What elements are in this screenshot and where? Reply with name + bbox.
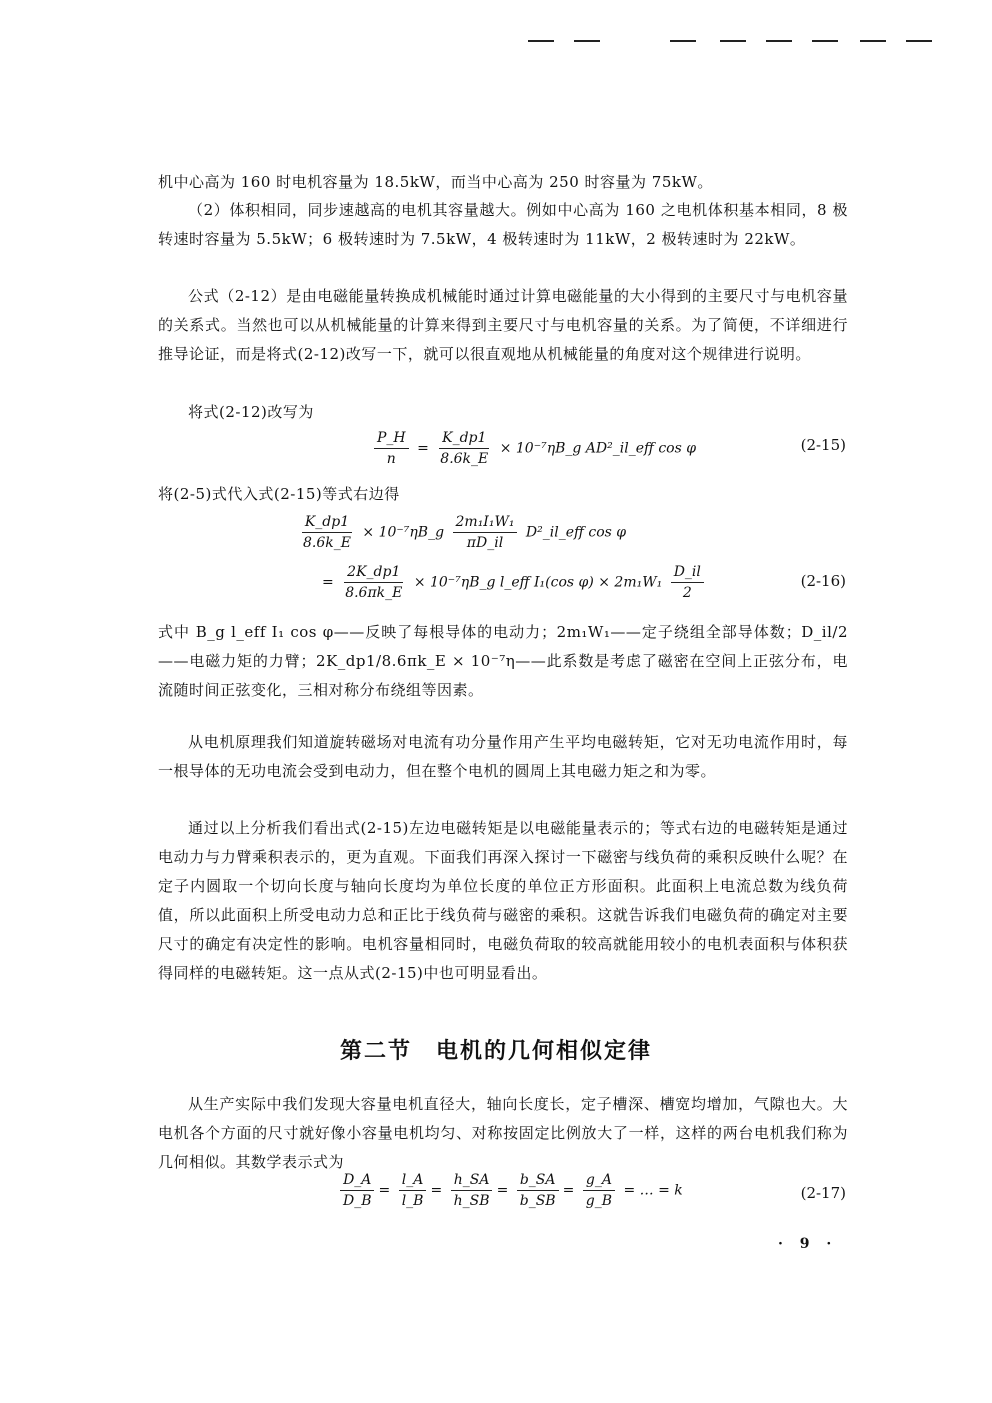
paragraph-1: 机中心高为 160 时电机容量为 18.5kW，而当中心高为 250 时容量为 75kW。 <box>158 173 713 191</box>
paragraph-7: 从电机原理我们知道旋转磁场对电流有功分量作用产生平均电磁转矩，它对无功电流作用时，每一根导体的无功电流会受到电动力，但在整个电机的圆周上其电磁力矩之和为零。 <box>158 733 848 780</box>
equation-2-15: $\frac{P\_H}{n}$ = $\frac{K\_dp1}{8.6k\_E}$ × 10⁻⁷ηB_g AD²_il_eff cos φ <box>370 428 696 469</box>
equation-number-2-16: (2-16) <box>800 572 846 590</box>
eq17-f1-numerator: D_A <box>340 1170 374 1191</box>
eq16-a-end: D²_il_eff cos φ <box>525 524 627 541</box>
eq17-f4-numerator: b_SA <box>517 1170 559 1191</box>
eq15-frac-numerator: K_dp1 <box>439 428 489 449</box>
eq17-f5-denominator: g_B <box>585 1193 613 1209</box>
section-heading: 第二节 电机的几何相似定律 <box>339 1039 652 1064</box>
eq17-f3-denominator: h_SB <box>453 1193 490 1209</box>
eq17-f5-numerator: g_A <box>583 1170 615 1191</box>
equation-number-2-15: (2-15) <box>800 436 846 454</box>
eq15-frac-denominator: 8.6k_E <box>440 451 489 467</box>
eq17-f1-denominator: D_B <box>343 1193 372 1209</box>
equation-2-16-line1 <box>296 512 626 553</box>
paragraph-4: 将式(2-12)改写为 <box>188 403 314 421</box>
paragraph-3: 公式（2-12）是由电磁能量转换成机械能时通过计算电磁能量的大小得到的主要尺寸与电机容量的关系式。当然也可以从机械能量的计算来得到主要尺寸与电机容量的关系。为了简便，不详细进行推导论证，而是将式(2-12)改写一下，就可以很直观地从机械能量的角度对这个规律进行说明。 <box>158 287 848 363</box>
header-rule-marks <box>520 40 980 44</box>
eq16-a-denominator: 8.6k_E <box>303 535 351 551</box>
eq16-c-numerator: 2K_dp1 <box>344 562 403 583</box>
eq15-lhs-numerator: P_H <box>374 428 409 449</box>
eq17-f2-denominator: l_B <box>401 1193 424 1209</box>
paragraph-8: 通过以上分析我们看出式(2-15)左边电磁转矩是以电磁能量表示的；等式右边的电磁转矩是通过电动力与力臂乘积表示的，更为直观。下面我们再深入探讨一下磁密与线负荷的乘积反映什么呢？在定子内圆取一个切向长度与轴向长度均为单位长度的单位正方形面积。此面积上电流总数为线负荷值，所以此面积上所受电动力总和正比于线负荷与磁密的乘积。这就告诉我们电磁负荷的确定对主要尺寸的确定有决定性的影响。电机容量相同时，电磁负荷取的较高就能用较小的电机表面积与体积获得同样的电磁转矩。这一点从式(2-15)中也可明显看出。 <box>158 819 848 982</box>
eq15-lhs-denominator: n <box>386 451 396 467</box>
paragraph-6-where: 式中 B_g l_eff I₁ cos φ——反映了每根导体的电动力；2m₁W₁——定子绕组全部导体数；D_il/2——电磁力矩的力臂；2K_dp1/8.6πk_E × 10⁻⁷η——此系数是考虑了磁密在空间上正弦分布，电流随时间正弦变化，三相对称分布绕组等因素。 <box>158 623 848 699</box>
eq16-b-numerator: 2m₁I₁W₁ <box>453 512 518 533</box>
eq16-a-middle: × 10⁻⁷ηB_g <box>362 524 445 541</box>
eq17-f3-numerator: h_SA <box>451 1170 493 1191</box>
paragraph-9: 从生产实际中我们发现大容量电机直径大，轴向长度长，定子槽深、槽宽均增加，气隙也大。大电机各个方面的尺寸就好像小容量电机均匀、对称按固定比例放大了一样，这样的两台电机我们称为几何相似。其数学表示式为 <box>158 1095 848 1171</box>
eq16-d-numerator: D_il <box>671 562 704 583</box>
equation-number-2-17: (2-17) <box>800 1184 846 1202</box>
eq16-b-denominator: πD_il <box>466 535 504 551</box>
paragraph-5: 将(2-5)式代入式(2-15)等式右边得 <box>158 485 400 503</box>
eq16-d-denominator: 2 <box>682 585 692 601</box>
equation-2-17: $\frac{D\_A}{D\_B}$ = $\frac{l\_A}{l\_B}$ = $\frac{h\_SA}{h\_SB}$ = $\frac{b\_SA}{b\_SB}$ = $\frac{g\_A}{g\_B}$ = … = k <box>336 1170 683 1211</box>
eq16-c-denominator: 8.6πk_E <box>345 585 403 601</box>
eq17-f4-denominator: b_SB <box>519 1193 556 1209</box>
eq17-tail: = … = k <box>623 1182 683 1199</box>
eq16-a-numerator: K_dp1 <box>302 512 352 533</box>
paragraph-2: （2）体积相同，同步速越高的电机其容量越大。例如中心高为 160 之电机体积基本相同，8 极转速时容量为 5.5kW；6 极转速时为 7.5kW，4 极转速时为 11kW，2 极转速时为 22kW。 <box>158 201 848 248</box>
page-number: · 9 · <box>778 1236 838 1252</box>
equation-2-16-line2: = $\frac{2K\_dp1}{8.6\pi k\_E}$ × 10⁻⁷ηB_g l_eff I₁(cos φ) × 2m₁W₁ $\frac{D\_il}{2}$ <box>322 562 708 603</box>
eq16-c-middle: × 10⁻⁷ηB_g l_eff I₁(cos φ) × 2m₁W₁ <box>413 574 663 591</box>
eq15-rest: × 10⁻⁷ηB_g AD²_il_eff cos φ <box>499 440 697 457</box>
eq17-f2-numerator: l_A <box>399 1170 427 1191</box>
